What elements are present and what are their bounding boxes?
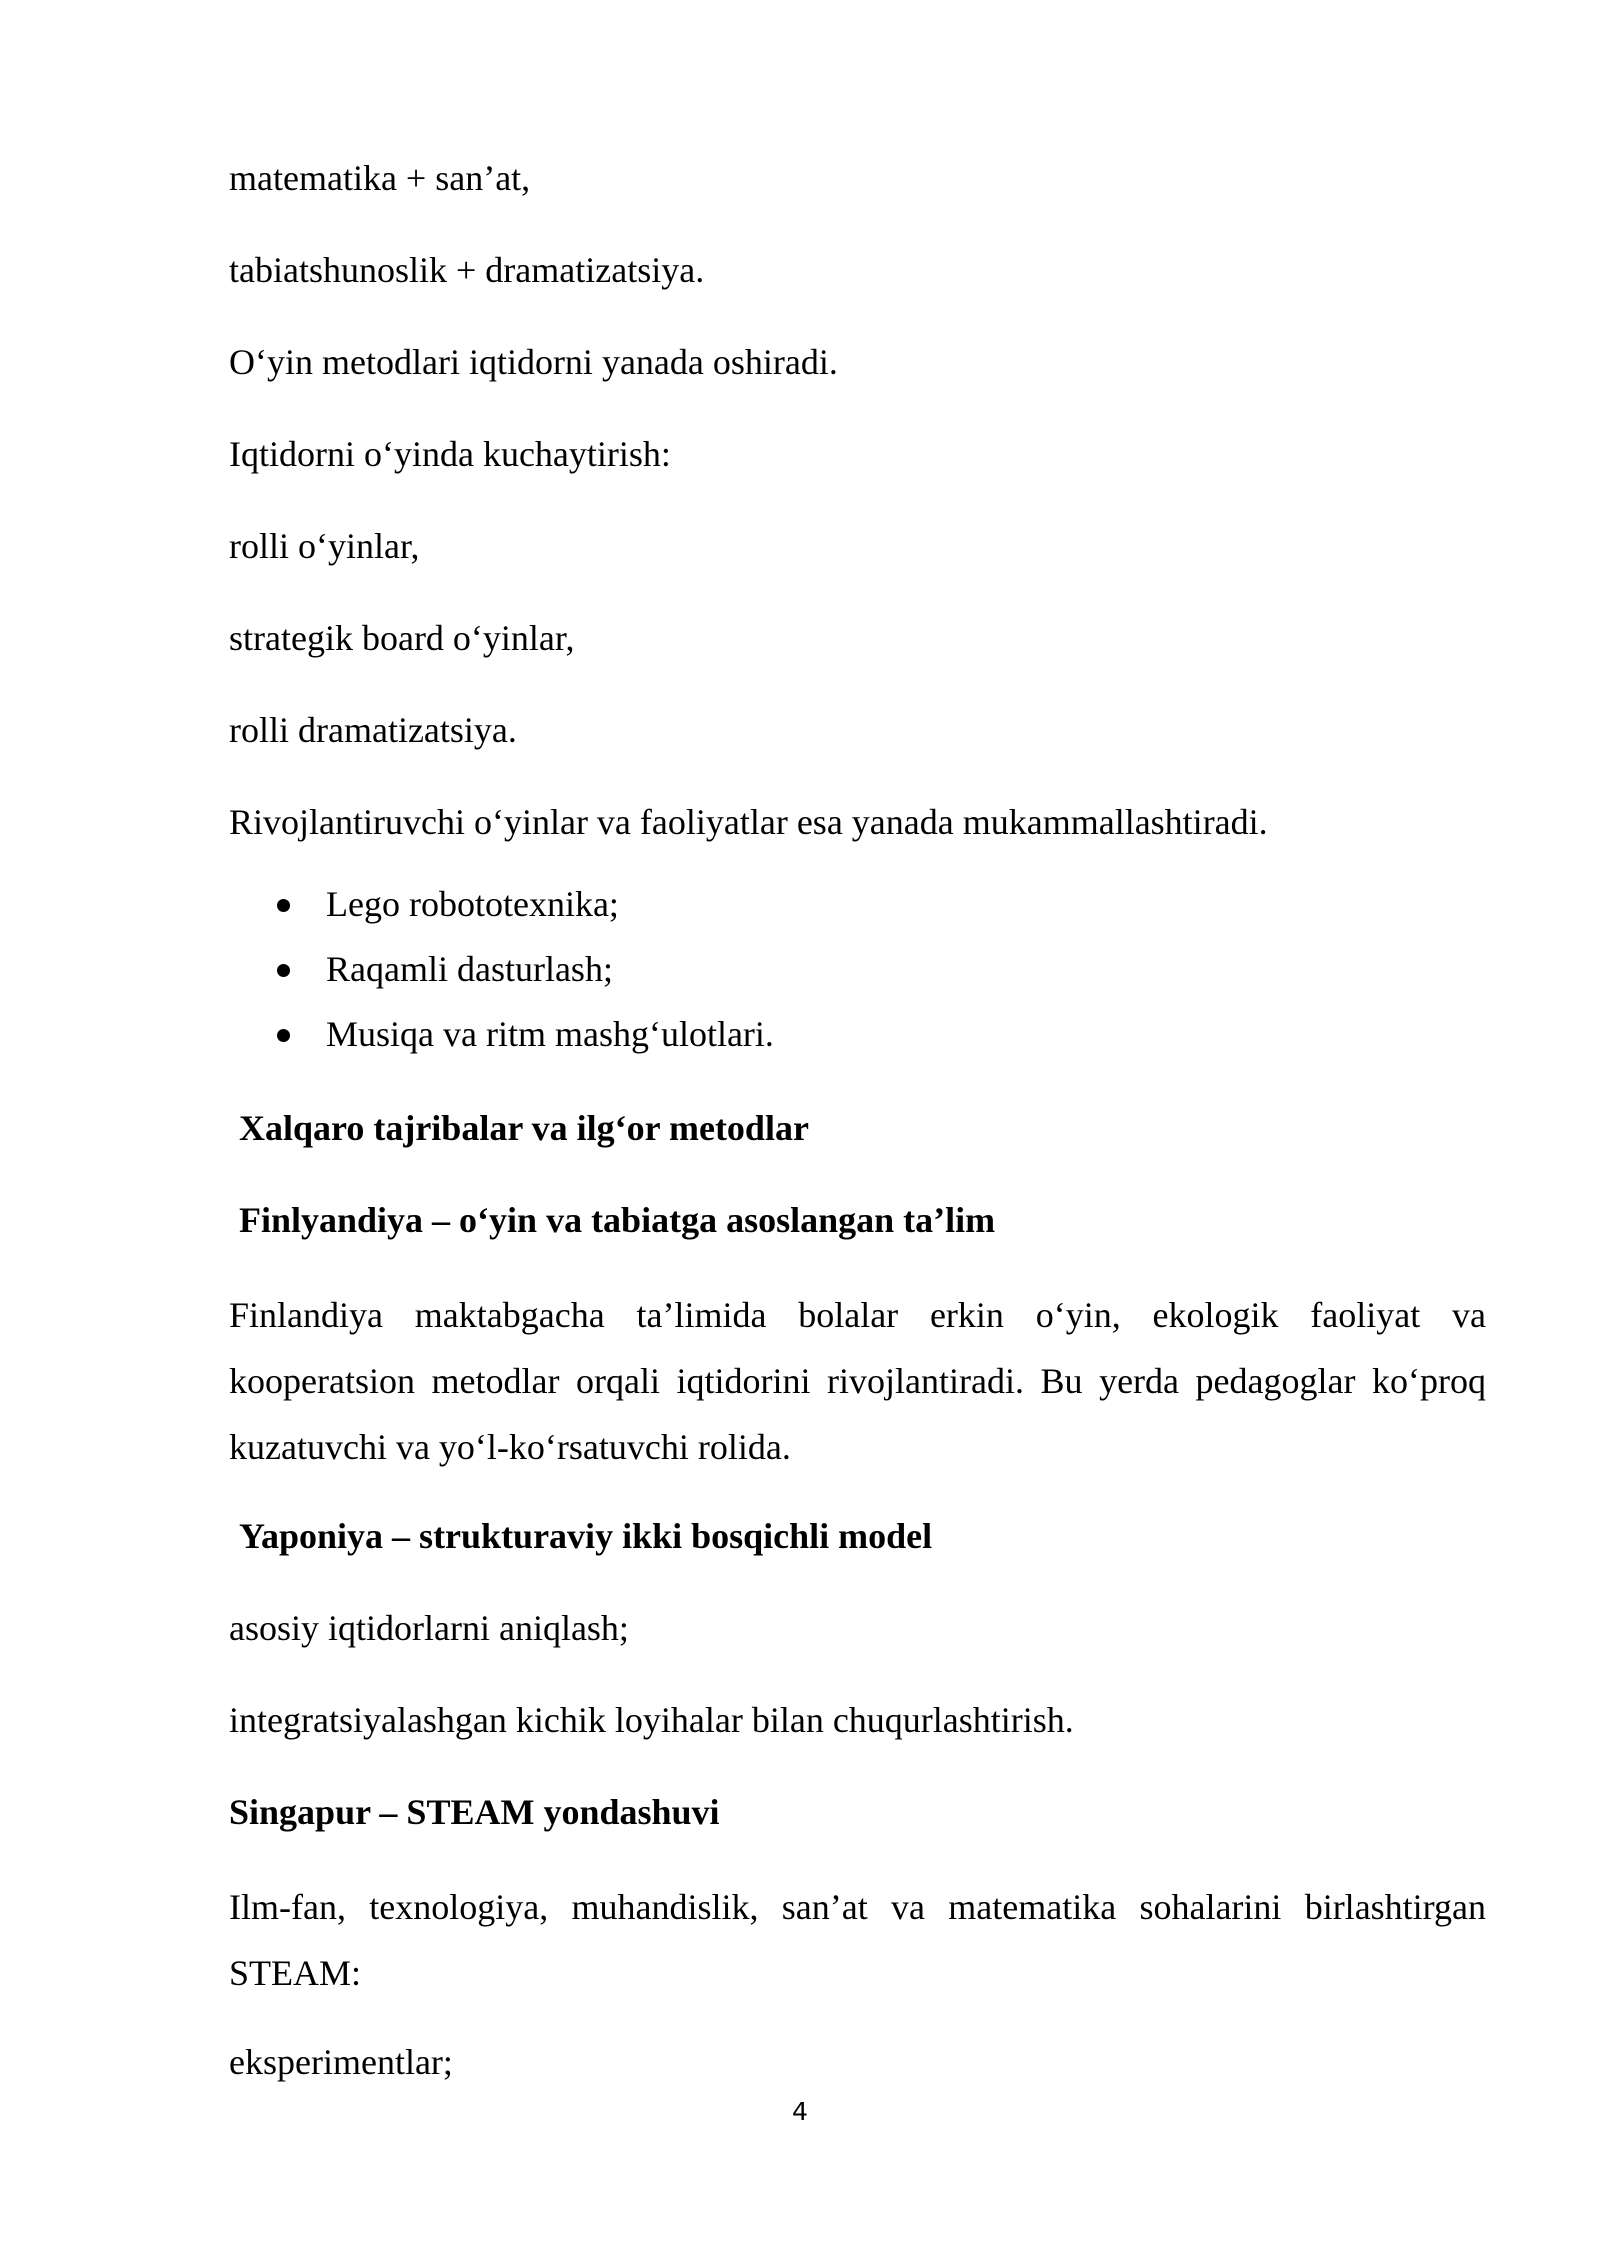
list-item-text: Lego robototexnika; bbox=[326, 884, 619, 924]
bullet-icon bbox=[277, 964, 290, 977]
heading-finland: Finlyandiya – o‘yin va tabiatga asoslangan ta’lim bbox=[239, 1200, 996, 1240]
text-line-experiments: eksperimentlar; bbox=[229, 2042, 453, 2082]
list-item-text: Raqamli dasturlash; bbox=[326, 949, 613, 989]
list-item bbox=[229, 937, 1486, 1002]
heading-international: Xalqaro tajribalar va ilg‘or metodlar bbox=[239, 1108, 809, 1148]
text-line-strengthen: Iqtidorni o‘yinda kuchaytirish: bbox=[229, 434, 671, 474]
text-line-japan-2: integratsiyalashgan kichik loyihalar bilan chuqurlashtirish. bbox=[229, 1700, 1074, 1740]
paragraph-finland: Finlandiya maktabgacha ta’limida bolalar erkin o‘yin, ekologik faoliyat va kooperatsion metodlar orqali iqtidorini rivojlantiradi. Bu yerda pedagoglar ko‘proq kuzatuvchi va yo‘l-ko‘rsatuvchi rolida. bbox=[229, 1295, 1486, 1467]
text-line-developing-games: Rivojlantiruvchi o‘yinlar va faoliyatlar esa yanada mukammallashtiradi. bbox=[229, 802, 1268, 842]
list-item-text: Musiqa va ritm mashg‘ulotlari. bbox=[326, 1014, 774, 1054]
page-number: 4 bbox=[792, 2097, 808, 2126]
bullet-icon bbox=[277, 899, 290, 912]
paragraph-singapore: Ilm-fan, texnologiya, muhandislik, san’at va matematika sohalarini birlashtirgan STEAM: bbox=[229, 1887, 1486, 1993]
text-line-dramatization: rolli dramatizatsiya. bbox=[229, 710, 517, 750]
bullet-icon bbox=[277, 1029, 290, 1042]
text-line-nature-drama: tabiatshunoslik + dramatizatsiya. bbox=[229, 250, 705, 290]
text-line-role-games: rolli o‘yinlar, bbox=[229, 526, 420, 566]
text-line-game-methods: O‘yin metodlari iqtidorni yanada oshiradi. bbox=[229, 342, 838, 382]
page-content bbox=[229, 148, 1486, 2124]
bullet-list bbox=[229, 872, 1486, 1072]
text-line-math-art: matematika + san’at, bbox=[229, 158, 531, 198]
list-item bbox=[229, 1002, 1486, 1067]
text-line-board-games: strategik board o‘yinlar, bbox=[229, 618, 575, 658]
text-line-japan-1: asosiy iqtidorlarni aniqlash; bbox=[229, 1608, 629, 1648]
heading-japan: Yaponiya – strukturaviy ikki bosqichli model bbox=[239, 1516, 933, 1556]
list-item bbox=[229, 872, 1486, 937]
heading-singapore: Singapur – STEAM yondashuvi bbox=[229, 1792, 720, 1832]
